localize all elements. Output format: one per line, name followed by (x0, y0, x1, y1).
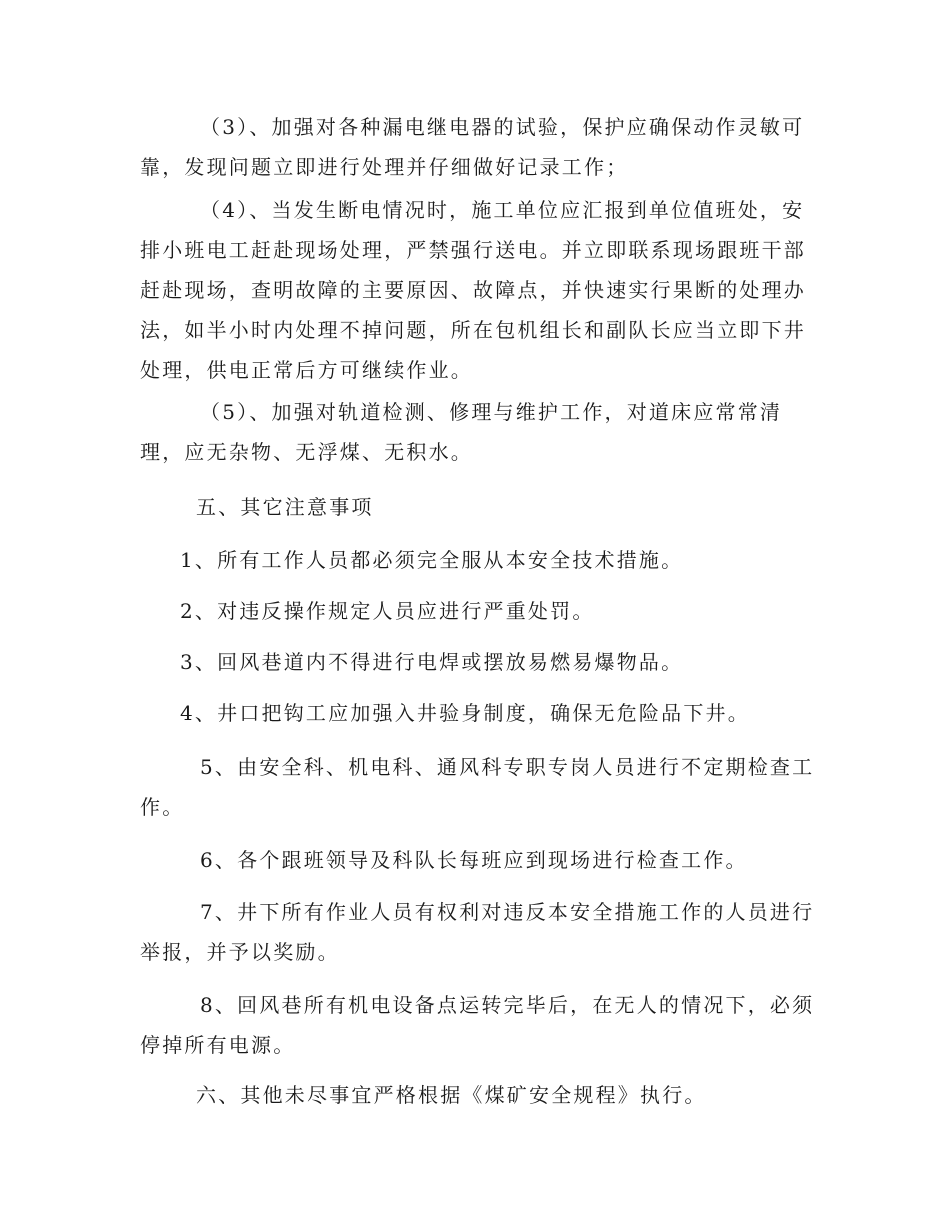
list-item-6: 6、各个跟班领导及科队长每班应到现场进行检查工作。 (200, 848, 748, 872)
paragraph-item-5: （5）、加强对轨道检测、修理与维护工作，对道床应常常清理，应无杂物、无浮煤、无积水。 (140, 400, 783, 464)
list-item-5: 5、由安全科、机电科、通风科专职专岗人员进行不定期检查工作。 (140, 755, 815, 819)
list-item-8: 8、回风巷所有机电设备点运转完毕后，在无人的情况下，必须停掉所有电源。 (140, 993, 815, 1057)
paragraph-item-3: （3）、加强对各种漏电继电器的试验，保护应确保动作灵敏可靠，发现问题立即进行处理并仔细做好记录工作； (140, 115, 805, 179)
paragraph-item-4: （4）、当发生断电情况时，施工单位应汇报到单位值班处，安排小班电工赶赴现场处理，严禁强行送电。并立即联系现场跟班干部赶赴现场，查明故障的主要原因、故障点，并快速实行果断的处理办法，如半小时内处理不掉问题，所在包机组长和副队长应当立即下井处理，供电正常后方可继续作业。 (140, 198, 806, 382)
list-item-4: 4、井口把钩工应加强入井验身制度，确保无危险品下井。 (180, 701, 750, 725)
list-item-2: 2、对违反操作规定人员应进行严重处罚。 (180, 599, 595, 623)
section-heading-5: 五、其它注意事项 (196, 495, 374, 519)
section-heading-6: 六、其他未尽事宜严格根据《煤矿安全规程》执行。 (196, 1083, 707, 1107)
list-item-7: 7、井下所有作业人员有权利对违反本安全措施工作的人员进行举报，并予以奖励。 (140, 900, 815, 964)
list-item-1: 1、所有工作人员都必须完全服从本安全技术措施。 (180, 548, 684, 572)
list-item-3: 3、回风巷道内不得进行电焊或摆放易燃易爆物品。 (180, 650, 684, 674)
